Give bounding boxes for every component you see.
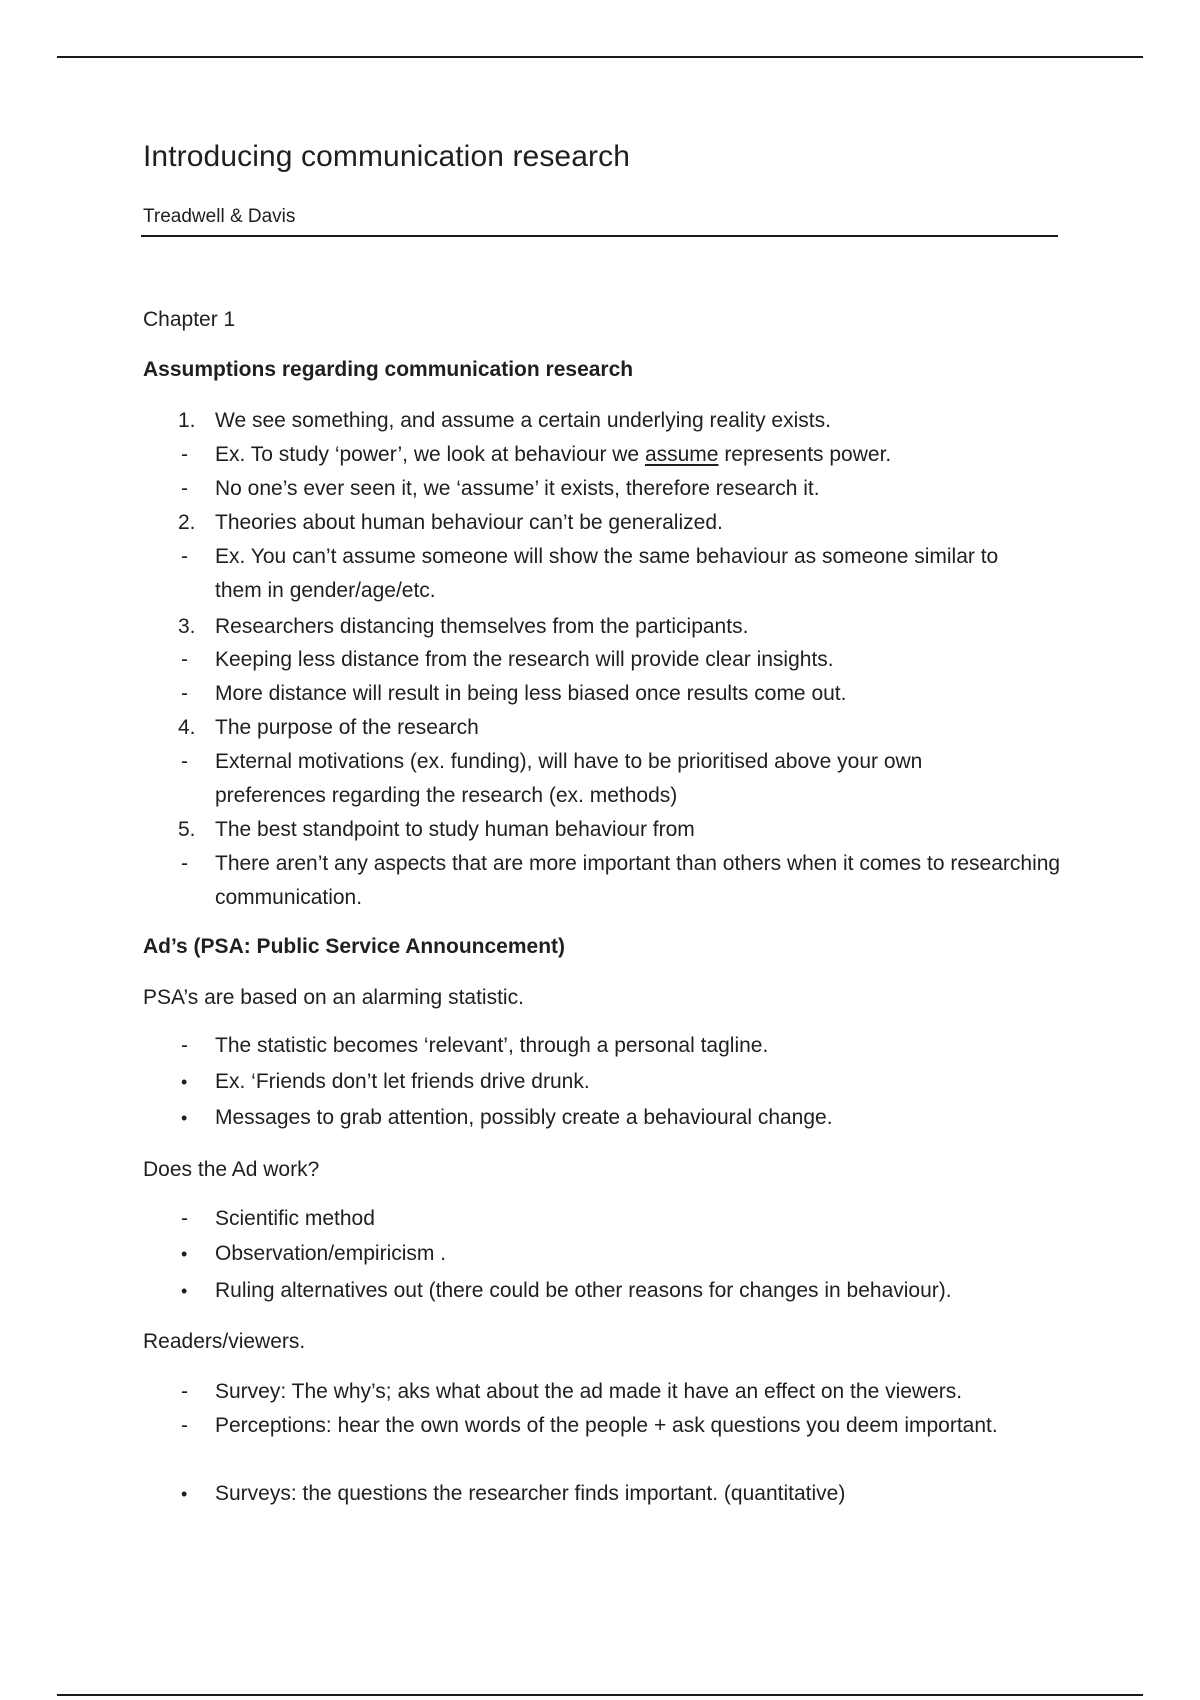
list-item-text: The best standpoint to study human behaviour from [215,818,695,841]
document-authors: Treadwell & Davis [143,206,296,227]
list-item-text: Theories about human behaviour can’t be generalized. [215,511,723,534]
list-marker: - [181,1414,188,1437]
list-marker: - [181,750,188,773]
list-marker: - [181,545,188,568]
list-marker: 4. [178,716,196,739]
list-marker: - [181,443,188,466]
list-item-text: Researchers distancing themselves from the participants. [215,615,749,638]
list-item-text: There aren’t any aspects that are more important than others when it comes to researching communication. [215,852,1061,909]
list-marker: 2. [178,511,196,534]
list-item-text: Ex. ‘Friends don’t let friends drive drunk. [215,1070,590,1093]
list-marker: • [181,1072,188,1092]
list-marker: 3. [178,615,196,638]
section-heading-assumptions: Assumptions regarding communication research [143,358,634,381]
list-item-text: More distance will result in being less biased once results come out. [215,682,847,705]
list-item-text: Survey: The why’s; aks what about the ad made it have an effect on the viewers. [215,1380,963,1403]
text-segment: Ex. To study ‘power’, we look at behaviour we [215,443,645,466]
list-item-text: We see something, and assume a certain underlying reality exists. [215,409,831,432]
list-item-text: Scientific method [215,1207,375,1230]
list-marker: - [181,852,188,875]
list-item-text: Ruling alternatives out (there could be other reasons for changes in behaviour). [215,1279,952,1302]
text-segment: represents power. [718,443,892,466]
list-marker: - [181,648,188,671]
list-item-text: Ex. You can’t assume someone will show the same behaviour as someone similar to them in gender/age/etc. [215,545,999,602]
list-marker: • [181,1108,188,1128]
list-item-text: The purpose of the research [215,716,479,739]
section-heading-psa: Ad’s (PSA: Public Service Announcement) [143,935,566,958]
list-item-text: No one’s ever seen it, we ‘assume’ it exists, therefore research it. [215,477,820,500]
chapter-label: Chapter 1 [143,308,236,331]
list-item-text: Perceptions: hear the own words of the people + ask questions you deem important. [215,1414,998,1437]
list-marker: - [181,1207,188,1230]
page-title: Introducing communication research [143,140,630,173]
list-item-text: Keeping less distance from the research will provide clear insights. [215,648,834,671]
page-top-rule [57,56,1143,58]
list-item-text: The statistic becomes ‘relevant’, through a personal tagline. [215,1034,769,1057]
underlined-word: assume [644,443,719,466]
page-bottom-rule [57,1694,1143,1696]
list-marker: • [181,1484,188,1504]
list-marker: 1. [178,409,196,432]
list-marker: - [181,1034,188,1057]
list-marker: • [181,1244,188,1264]
list-item-text: Surveys: the questions the researcher finds important. (quantitative) [215,1482,846,1505]
list-item-text [215,438,1065,472]
list-item-text: Messages to grab attention, possibly create a behavioural change. [215,1106,833,1129]
list-marker: - [181,682,188,705]
list-marker: - [181,477,188,500]
list-item-text: External motivations (ex. funding), will have to be prioritised above your own preferences regarding the research (ex. methods) [215,750,923,807]
list-marker: - [181,1380,188,1403]
list-marker: 5. [178,818,196,841]
list-marker: • [181,1281,188,1301]
title-divider [141,235,1058,237]
readers-heading: Readers/viewers. [143,1330,306,1353]
psa-intro: PSA’s are based on an alarming statistic. [143,986,524,1009]
list-item-text: Observation/empiricism . [215,1242,447,1265]
ad-work-question: Does the Ad work? [143,1158,320,1181]
